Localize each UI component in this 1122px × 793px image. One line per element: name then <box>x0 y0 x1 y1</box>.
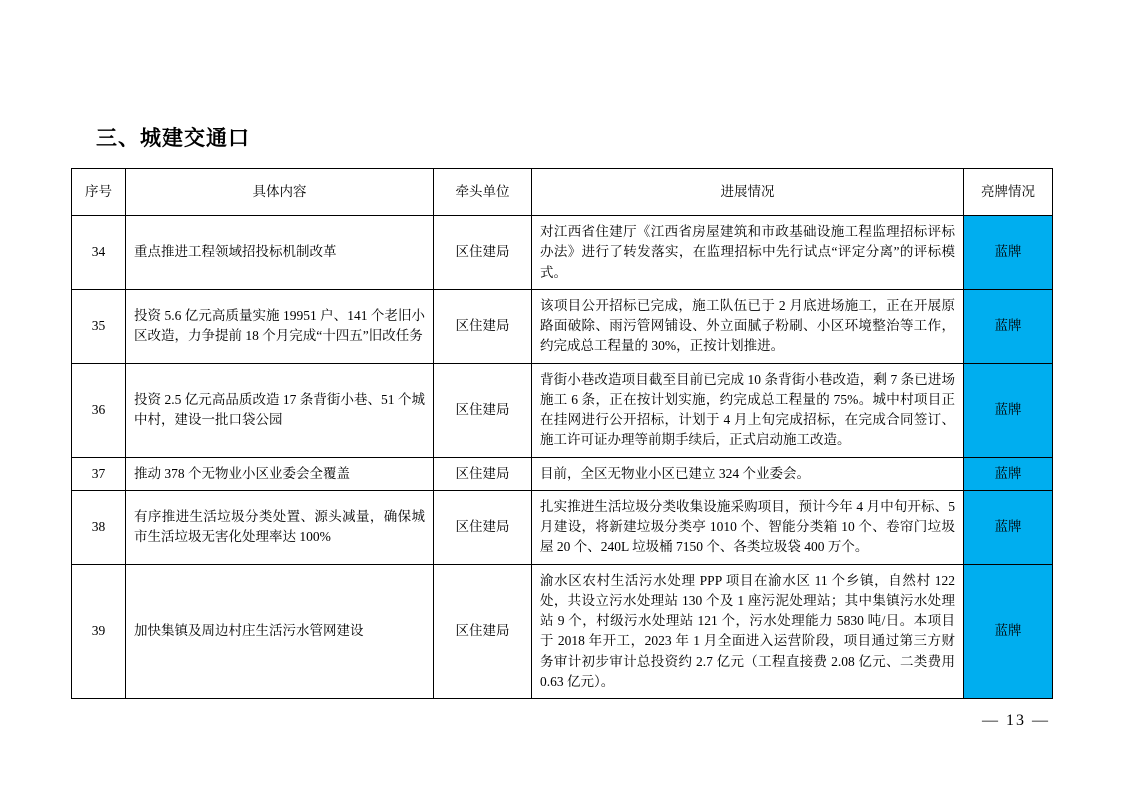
row-progress: 渝水区农村生活污水处理 PPP 项目在渝水区 11 个乡镇，自然村 122 处，共设立污水处理站 130 个及 1 座污泥处理站；其中集镇污水处理站 9 个，村级污水处理站 121 个，污水处理能力 5830 吨/日。本项目于 2018 年开工，2023 年 1 月全面进入运营阶段，项目通过第三方财务审计初步审计总投资约 2.7 亿元（工程直接费 2.08 亿元、二类费用 0.63 亿元）。 <box>532 564 964 699</box>
row-progress: 背街小巷改造项目截至目前已完成 10 条背街小巷改造，剩 7 条已进场施工 6 条，正在按计划实施，约完成总工程量的 75%。城中村项目正在挂网进行公开招标，计划于 4 月上旬完成招标，在完成合同签订、施工许可证办理等前期手续后，正式启动施工改造。 <box>532 363 964 457</box>
row-index: 39 <box>72 564 126 699</box>
row-index: 38 <box>72 490 126 564</box>
status-badge: 蓝牌 <box>964 490 1053 564</box>
row-index: 37 <box>72 457 126 490</box>
table-row <box>72 363 1053 457</box>
row-index: 35 <box>72 289 126 363</box>
status-badge: 蓝牌 <box>964 564 1053 699</box>
status-badge: 蓝牌 <box>964 216 1053 290</box>
column-header-content: 具体内容 <box>126 169 434 216</box>
row-progress: 扎实推进生活垃圾分类收集设施采购项目，预计今年 4 月中旬开标、5 月建设，将新建垃圾分类亭 1010 个、智能分类箱 10 个、卷帘门垃圾屋 20 个、240L 垃圾桶 7150 个、各类垃圾袋 400 万个。 <box>532 490 964 564</box>
table-row <box>72 216 1053 290</box>
table-row <box>72 457 1053 490</box>
progress-table <box>71 168 1053 699</box>
table-row <box>72 490 1053 564</box>
row-content: 投资 2.5 亿元高品质改造 17 条背街小巷、51 个城中村，建设一批口袋公园 <box>126 363 434 457</box>
row-unit: 区住建局 <box>434 564 532 699</box>
row-unit: 区住建局 <box>434 363 532 457</box>
column-header-progress: 进展情况 <box>532 169 964 216</box>
row-progress: 目前，全区无物业小区已建立 324 个业委会。 <box>532 457 964 490</box>
column-header-index: 序号 <box>72 169 126 216</box>
table-header-row <box>72 169 1053 216</box>
row-content: 有序推进生活垃圾分类处置、源头减量，确保城市生活垃圾无害化处理率达 100% <box>126 490 434 564</box>
status-badge: 蓝牌 <box>964 363 1053 457</box>
row-content: 推动 378 个无物业小区业委会全覆盖 <box>126 457 434 490</box>
row-unit: 区住建局 <box>434 216 532 290</box>
column-header-unit: 牵头单位 <box>434 169 532 216</box>
row-progress: 该项目公开招标已完成，施工队伍已于 2 月底进场施工，正在开展原路面破除、雨污管网铺设、外立面腻子粉刷、小区环境整治等工作，约完成总工程量的 30%，正按计划推进。 <box>532 289 964 363</box>
status-badge: 蓝牌 <box>964 289 1053 363</box>
table-row <box>72 564 1053 699</box>
row-unit: 区住建局 <box>434 457 532 490</box>
row-unit: 区住建局 <box>434 490 532 564</box>
row-content: 加快集镇及周边村庄生活污水管网建设 <box>126 564 434 699</box>
row-unit: 区住建局 <box>434 289 532 363</box>
table-header <box>72 169 1053 216</box>
page-number: — 13 — <box>982 712 1050 729</box>
page-title: 三、城建交通口 <box>96 126 250 150</box>
row-index: 34 <box>72 216 126 290</box>
status-badge: 蓝牌 <box>964 457 1053 490</box>
column-header-badge: 亮牌情况 <box>964 169 1053 216</box>
row-content: 重点推进工程领域招投标机制改革 <box>126 216 434 290</box>
row-content: 投资 5.6 亿元高质量实施 19951 户、141 个老旧小区改造，力争提前 18 个月完成“十四五”旧改任务 <box>126 289 434 363</box>
row-progress: 对江西省住建厅《江西省房屋建筑和市政基础设施工程监理招标评标办法》进行了转发落实，在监理招标中先行试点“评定分离”的评标模式。 <box>532 216 964 290</box>
table-body <box>72 216 1053 699</box>
table-row <box>72 289 1053 363</box>
row-index: 36 <box>72 363 126 457</box>
